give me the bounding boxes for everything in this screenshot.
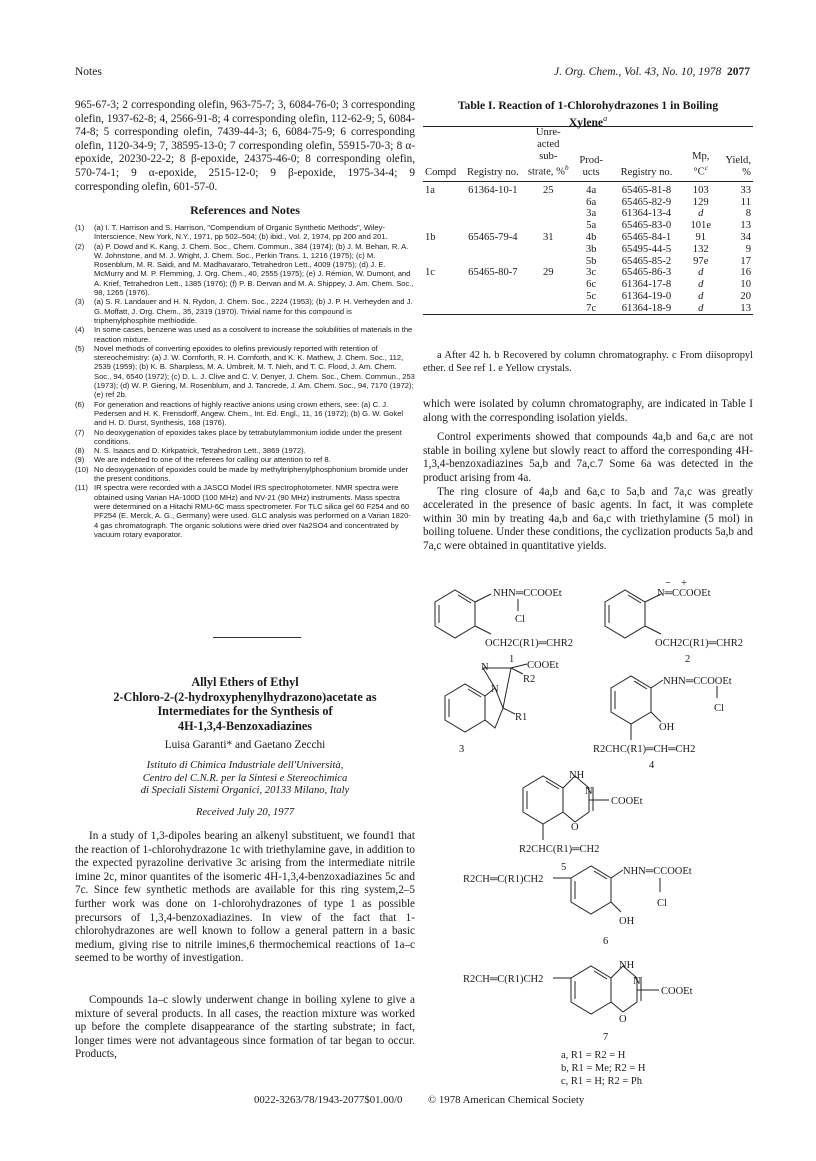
col-header: Registry no.: [611, 127, 683, 182]
table-cell: [525, 291, 572, 303]
reaction-scheme: [423, 578, 763, 1088]
table-cell: 65465-80-7: [468, 267, 518, 279]
formula-text: NHN═CCOOEt: [493, 588, 562, 599]
footnote-mark: c: [704, 163, 709, 173]
table-cell: 3c: [586, 267, 597, 279]
table-cell: d: [698, 267, 704, 279]
reference-text: N. S. Isaacs and D. Kirkpatrick, Tetrahedron Lett., 3869 (1972).: [94, 446, 306, 456]
reference-item: [75, 223, 415, 242]
compound-label: 1: [509, 654, 515, 665]
formula-text: NH: [569, 770, 585, 781]
table-row: [423, 279, 753, 291]
table-cell: 6a: [586, 196, 597, 208]
reference-number: (6): [75, 399, 85, 409]
table-cell: [423, 244, 461, 256]
reference-item: [75, 455, 415, 464]
table-cell: 9: [745, 243, 751, 255]
reference-text: No deoxygenation of epoxides takes place by tetrabutylammonium iodide under the present conditions.: [94, 427, 402, 446]
table-cell: [525, 208, 572, 220]
table-cell: 5b: [585, 255, 597, 267]
table-footnotes: a After 42 h. b Recovered by column chromatography. c From diisopropyl ether. d See ref 1. e Yellow crystals.: [423, 350, 753, 374]
table-cell: 3b: [585, 243, 597, 255]
article-authors: Luisa Garanti* and Gaetano Zecchi: [164, 739, 326, 751]
charge-minus: −: [665, 578, 671, 589]
table-cell: [423, 208, 461, 220]
reference-number: (8): [75, 446, 85, 456]
formula-text: R2CHC(R1)═CH2: [519, 844, 600, 855]
table-cell: 65495-44-5: [621, 243, 672, 255]
reference-item: [75, 344, 415, 400]
table-cell: 65465-82-9: [621, 196, 672, 208]
reference-item: [75, 483, 415, 539]
compound-label: 5: [561, 862, 567, 873]
body-paragraph: Control experiments showed that compounds 4a,b and 6a,c are not stable in boiling xylene but slowly react to afford the corresponding 4H-1,3,4-benzoxadiazines 5a,b and 7a,c.7 Some 6a was detected in the product arising from 4a.: [423, 431, 753, 484]
reference-text: IR spectra were recorded with a JASCO Model IRS spectrophotometer. NMR spectra were obtained using Varian HA-100D (100 MHz) and NV-21 (90 MHz) instruments. Mass spectra were determined on a Hitachi RMU-6C mass spectrometer. For TLC silica gel 60 F254 and 60 PF254 (E. Merck, A. G., Germany) were used. GLC analysis was performed on a Varian 1820-4 gas chromatograph. The organic solutions were dried over Na2SO4 and concentrated by vacuum rotary evaporator.: [94, 483, 411, 539]
table-cell: 65465-81-8: [621, 184, 672, 196]
table-cell: 61364-19-0: [621, 290, 672, 302]
formula-text: OH: [659, 722, 675, 733]
formula-text: OH: [619, 916, 635, 927]
table-cell: 97e: [693, 255, 709, 267]
table-cell: 61364-17-8: [621, 279, 672, 291]
table-cell: [525, 279, 572, 291]
page-number: 2077: [727, 66, 750, 78]
table-cell: 65465-86-3: [621, 267, 672, 279]
table-cell: 16: [740, 267, 751, 279]
reference-item: [75, 242, 415, 298]
footer-code: 0022-3263/78/1943-2077$01.00/0: [254, 1094, 403, 1106]
title-line: 4H-1,3,4-Benzoxadiazines: [177, 718, 313, 733]
table-cell: 65465-84-1: [621, 231, 672, 243]
substituent-key: a, R1 = R2 = H: [561, 1050, 626, 1061]
table-cell: [423, 279, 461, 291]
col-header-text: Mp, °C: [692, 150, 710, 178]
col-header: Prod-ucts: [572, 127, 611, 182]
table-cell: 13: [740, 220, 751, 232]
reference-number: (4): [75, 325, 85, 335]
table-cell: [525, 244, 572, 256]
table-cell: 5a: [586, 220, 597, 232]
running-header-right: [554, 66, 750, 78]
charge-plus: +: [681, 578, 687, 589]
table-row: [423, 291, 753, 303]
table-row: [423, 208, 753, 220]
table-cell: 29: [542, 267, 554, 279]
reference-item: [75, 400, 415, 428]
formula-text: N: [481, 662, 489, 673]
compound-label: 7: [603, 1032, 609, 1043]
table-cell: [461, 256, 525, 268]
table-cell: 91: [695, 231, 707, 243]
formula-text: R1: [515, 712, 528, 723]
affiliation-line: Istituto di Chimica Industriale dell'Università,: [146, 760, 344, 771]
footnote-mark: b: [564, 163, 569, 173]
table-row: [423, 197, 753, 209]
reference-text: (a) P. Dowd and K. Kang, J. Chem. Soc., Chem. Commun., 384 (1974); (b) J. M. Behan, R. A. W. Johnstone, and M. J. Wright, J. Chem. Soc., Perkin Trans. 1, 1216 (1975); (c) M. Rosenblum, M. R. Saidi, and M. Madhavararo, Tetrahedron Lett., 4009 (1975); (d) J. E. McMurry and M. P. Flemming, J. Org. Chem., 40, 2555 (1975); (e) J. Rémion, W. Dumont, and A. Krief, Tetrahedron Lett., 1385 (1976); (f) P. B. Dervan and M. A. Shippey, J. Am. Chem. Soc., 98, 1265 (1976).: [94, 241, 414, 298]
table-cell: 129: [692, 196, 709, 208]
reference-text: We are indebted to one of the referees for calling our attention to ref 8.: [94, 455, 331, 465]
col-header: Registry no.: [461, 127, 525, 182]
table-title-line: Table I. Reaction of 1-Chlorohydrazones 1 in Boiling: [457, 99, 719, 112]
table-cell: 1a: [425, 184, 435, 196]
table-cell: d: [698, 208, 704, 220]
formula-text: R2CH═C(R1)CH2: [463, 874, 544, 885]
table-cell: 11: [740, 196, 751, 208]
body-paragraph: In a study of 1,3-dipoles bearing an alkenyl substituent, we found1 that the reaction of 1-chlorohydrazone 1c with triethylamine gave, in addition to the expected pyrazoline derivative 3c arising from the intermediate nitrile imine 2c, minor quantites of the isomeric 4H-1,3,4-benzoxadiazines 5c and 7c. Since few synthetic methods are available for this ring system,2–5 further work was done on 1-chlorohydrazones of type 1 as possible precursors of 1,3,4-benzoxadiazines. In view of the fact that 1-chlorohydrazones are well known to follow a general pattern in a basic medium, giving rise to nitrile imines,6 thermochemical reactions of 1a–c seemed to be worthy of investigation.: [75, 830, 415, 965]
reference-item: [75, 428, 415, 447]
table-cell: 132: [692, 243, 709, 255]
table-cell: 6c: [586, 279, 597, 291]
title-line: 2-Chloro-2-(2-hydroxyphenylhydrazono)acetate as: [113, 689, 377, 704]
reference-number: (3): [75, 297, 85, 307]
formula-text: N: [633, 976, 641, 987]
table-title: [423, 99, 753, 129]
table-cell: [423, 291, 461, 303]
article-affiliation: [75, 760, 415, 798]
reference-item: [75, 325, 415, 344]
table-cell: 101e: [690, 220, 712, 232]
table-cell: 1b: [425, 231, 436, 243]
footnote-mark: a: [603, 114, 608, 123]
table-cell: 61364-18-9: [611, 303, 683, 315]
substituent-key: c, R1 = H; R2 = Ph: [561, 1076, 642, 1087]
formula-text: R2CH═C(R1)CH2: [463, 974, 544, 985]
formula-text: N: [491, 684, 499, 695]
table-row: [423, 267, 753, 279]
affiliation-line: di Speciali Sistemi Organici, 20133 Milano, Italy: [140, 785, 350, 797]
compound-label: 3: [459, 744, 465, 755]
formula-text: O: [619, 1014, 627, 1025]
body-paragraph: Compounds 1a–c slowly underwent change in boiling xylene to give a mixture of several products. In all cases, the reaction mixture was worked up before the complete disappearance of the starting substrate; in fact, longer times were not advantageous since formation of tar began to occur. Products,: [75, 994, 415, 1061]
references-heading: References and Notes: [190, 203, 300, 217]
benzene-ring: [523, 776, 563, 824]
body-paragraph: The ring closure of 4a,b and 6a,c to 5a,b and 7a,c was greatly accelerated in the presence of basic agents. In fact, it was complete within 30 min by treating 4a,b and 6a,c with triethylamine (5 mol) in boiling toluene. Under these conditions, the cyclization products 5a,b and 7a,c were obtained in quantitative yields.: [423, 485, 753, 552]
reference-number: (10): [75, 464, 89, 474]
benzene-ring: [435, 590, 475, 638]
table-cell: [461, 279, 525, 291]
received-date: Received July 20, 1977: [195, 807, 295, 818]
table-row: [423, 244, 753, 256]
table-cell: 61364-13-4: [621, 208, 672, 220]
title-line: Intermediates for the Synthesis of: [157, 704, 333, 718]
benzene-ring: [445, 684, 485, 732]
registry-continuation: 965-67-3; 2 corresponding olefin, 963-75-7; 3, 6084-76-0; 3 corresponding olefin, 1937-62-8; 4, 2566-91-8; 4 corresponding olefin, 112-62-9; 5, 6084-74-8; 5 corresponding olefin, 7439-44-3; 6, 6084-75-9; 6 corresponding olefin, 1120-34-9; 7, 38595-13-0; 7 corresponding olefin, 55915-70-3; 8 α-epoxide, 20230-22-2; 8 β-epoxide, 24375-46-0; 8 corresponding olefin, 570-74-1; 9 α-epoxide, 2515-12-0; 9 β-epoxide, 1975-34-4; 9 corresponding olefin, 601-57-0.: [75, 99, 415, 193]
col-header: Compd: [423, 127, 461, 182]
table-row: [423, 232, 753, 244]
affiliation-line: Centro del C.N.R. per la Sintesi e Stereochimica: [142, 772, 348, 784]
reference-number: (9): [75, 455, 85, 465]
formula-text: Cl: [515, 614, 525, 625]
table-cell: [461, 197, 525, 209]
journal-citation: J. Org. Chem., Vol. 43, No. 10, 1978: [553, 66, 722, 78]
table-row: [423, 256, 753, 268]
table-cell: 65465-85-2: [621, 255, 672, 267]
formula-text: O: [571, 822, 579, 833]
article-title: [75, 675, 415, 733]
table-row: [423, 181, 753, 196]
table-cell: 103: [692, 184, 709, 196]
table-cell: 33: [740, 184, 751, 196]
table-cell: [525, 197, 572, 209]
formula-text: R2: [523, 674, 536, 685]
table-cell: 17: [740, 255, 751, 267]
formula-text: R2CHC(R1)═CH═CH2: [593, 744, 696, 755]
table-cell: 34: [740, 231, 751, 243]
table-cell: 65465-79-4: [468, 231, 518, 243]
formula-text: Cl: [714, 703, 724, 714]
table-cell: 20: [740, 290, 751, 302]
compound-label: 6: [603, 936, 609, 947]
col-header: [682, 127, 719, 182]
formula-text: N═CCOOEt: [657, 588, 711, 599]
table-cell: 31: [542, 231, 554, 243]
reference-number: (5): [75, 343, 85, 353]
formula-text: N: [585, 786, 593, 797]
reference-item: [75, 446, 415, 455]
table-cell: [461, 244, 525, 256]
running-header-left: Notes: [75, 66, 102, 78]
col-header: [525, 127, 572, 182]
table-cell: [423, 256, 461, 268]
reference-text: No deoxygenation of epoxides could be made by methyltriphenylphosphonium bromide under the present conditions.: [94, 464, 409, 484]
table-cell: [525, 303, 572, 315]
reference-item: [75, 297, 415, 325]
benzene-ring: [571, 966, 611, 1014]
table-cell: 4a: [586, 184, 597, 196]
reference-text: (a) S. R. Landauer and H. N. Rydon, J. Chem. Soc., 2224 (1953); (b) J. P. H. Verheyden and J. G. Moffatt, J. Org. Chem., 35, 2319 (1970). Trivial name for this compound is triphenylphosphite methiodide.: [94, 297, 413, 325]
reference-number: (1): [75, 223, 85, 232]
benzene-ring: [605, 590, 645, 638]
table-cell: 5c: [586, 290, 597, 302]
formula-text: COOEt: [527, 660, 559, 671]
table-cell: [461, 208, 525, 220]
reference-text: For generation and reactions of highly reactive anions using crown ethers, see: (a) C. J. Pedersen and H. K. Frensdorff, Angew. Chem., Int. Ed. Engl., 11, 16 (1972); (b) G. W. Gokel and H. D. Durst, Synthesis, 168 (1976).: [94, 399, 404, 428]
table-cell: [525, 256, 572, 268]
formula-text: COOEt: [661, 986, 693, 997]
table-cell: 13: [719, 303, 753, 315]
table-row: [423, 303, 753, 315]
formula-text: NHN═CCOOEt: [663, 676, 732, 687]
formula-text: COOEt: [611, 796, 643, 807]
formula-text: OCH2C(R1)═CHR2: [655, 638, 743, 649]
table-cell: 1c: [425, 267, 435, 279]
table-cell: 61364-10-1: [468, 184, 518, 196]
footer-copyright: © 1978 American Chemical Society: [428, 1094, 585, 1106]
formula-text: NH: [619, 960, 635, 971]
table-cell: [423, 303, 461, 315]
table-cell: 65465-83-0: [621, 220, 672, 232]
table-cell: d: [698, 290, 704, 302]
substituent-key: b, R1 = Me; R2 = H: [561, 1063, 646, 1074]
table-cell: [525, 220, 572, 232]
reference-number: (7): [75, 427, 85, 437]
results-table: [423, 126, 753, 315]
compound-label: 2: [685, 654, 691, 665]
formula-text: NHN═CCOOEt: [623, 866, 692, 877]
reference-text: In some cases, benzene was used as a cosolvent to increase the solubilities of materials in the reaction mixture.: [94, 325, 413, 344]
col-header-text: Unre-acted sub-strate, %: [527, 127, 565, 178]
table-title-line: Xylene: [568, 115, 604, 129]
section-divider: [213, 637, 301, 638]
table-cell: 25: [542, 184, 554, 196]
table-cell: 10: [740, 279, 751, 291]
table-row: [423, 220, 753, 232]
reference-text: Novel methods of converting epoxides to olefins previously reported with retention of stereochemistry: (a) J. W. Cornforth, R. H. Cornforth, and K. K. Mathew, J. Chem. Soc., 112, 2539 (1959); (b) K. B. Sharpless, M. A. Umbreit, M. T. Nieh, and T. C. Flood, J. Am. Chem. Soc., 94, 6540 (1972); (c) D. L. J. Clive and C. V. Denyer, J. Chem. Soc., Chem. Commun., 253 (1973); (d) W. P. Giering, M. Rosenblum, and J. Tancrede, J. Am. Chem. Soc., 94, 7170 (1972); (e) ref 2b.: [94, 343, 415, 400]
table-cell: [423, 220, 461, 232]
benzene-ring: [571, 866, 611, 914]
compound-label: 4: [649, 760, 655, 771]
table-cell: 7c: [572, 303, 611, 315]
body-paragraph: which were isolated by column chromatography, are indicated in Table I along with the corresponding isolation yields.: [423, 398, 753, 424]
table-cell: [461, 220, 525, 232]
reference-item: [75, 465, 415, 484]
table-cell: [461, 303, 525, 315]
col-header: Yield, %: [719, 127, 753, 182]
table-cell: 3a: [586, 208, 597, 220]
reference-text: (a) I. T. Harrison and S. Harrison, "Compendium of Organic Synthetic Methods", Wiley-Interscience, New York, N.Y., 1971, pp 502–504; (b) ibid., Vol. 2, 1974, pp 200 and 201.: [94, 223, 388, 242]
table-cell: 4b: [585, 231, 597, 243]
table-cell: d: [682, 303, 719, 315]
reference-number: (11): [75, 483, 88, 493]
references-list: [75, 223, 415, 539]
table-cell: [461, 291, 525, 303]
title-line: Allyl Ethers of Ethyl: [191, 675, 299, 689]
benzene-ring: [611, 676, 651, 724]
reference-number: (2): [75, 241, 85, 251]
table-cell: d: [698, 279, 704, 291]
formula-text: Cl: [657, 898, 667, 909]
table-cell: [423, 197, 461, 209]
formula-text: OCH2C(R1)═CHR2: [485, 638, 573, 649]
table-cell: 8: [745, 208, 751, 220]
right-body: [423, 398, 753, 554]
